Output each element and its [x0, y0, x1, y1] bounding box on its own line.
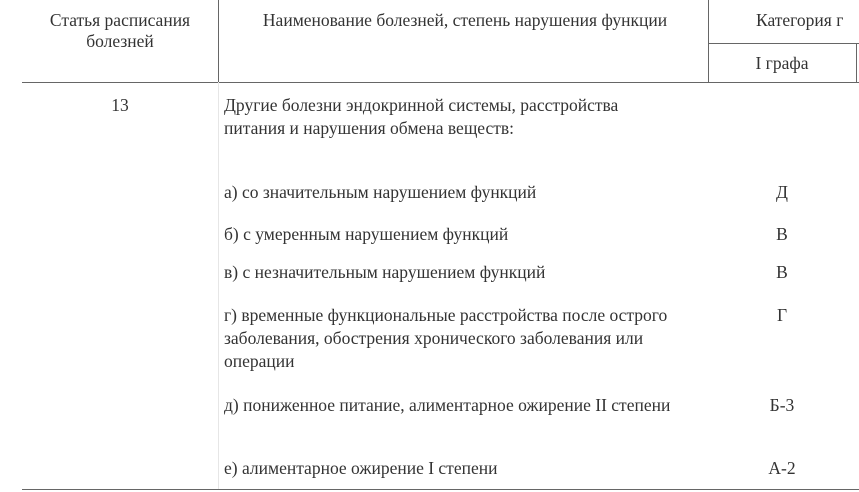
divider-table-bottom: [22, 489, 859, 490]
row-c-name: в) с незначительным нарушением функций: [224, 262, 546, 282]
header-article: Статья расписания болезней: [49, 10, 191, 51]
row-a-name: а) со значительным нарушением функций: [224, 182, 537, 202]
row-a-category: Д: [776, 182, 788, 202]
divider-header-bottom: [22, 82, 859, 83]
header-name: Наименование болезней, степень нарушения функции: [262, 10, 668, 30]
row-c-category: В: [776, 262, 788, 282]
row-e-category: Б-3: [769, 395, 795, 415]
row-b-name: б) с умеренным нарушением функций: [224, 224, 509, 244]
divider-col-2: [708, 0, 709, 82]
row-f-category: А-2: [768, 458, 796, 478]
header-category: Категория г: [756, 10, 844, 30]
row-e-name: д) пониженное питание, алиментарное ожирение II степени: [224, 395, 671, 415]
row-f-name: е) алиментарное ожирение I степени: [224, 458, 498, 478]
article-number: 13: [111, 95, 129, 115]
row-d-category: Г: [776, 305, 788, 325]
divider-col-1: [218, 0, 219, 82]
row-d-name: г) временные функциональные расстройства после острого заболевания, обострения хронического заболевания или операции: [224, 305, 668, 371]
divider-category-sub: [708, 43, 859, 44]
divider-body-col-1: [218, 82, 219, 489]
row-b-category: В: [776, 224, 788, 244]
divider-col-3: [856, 44, 857, 82]
article-title: Другие болезни эндокринной системы, расстройства питания и нарушения обмена веществ:: [224, 95, 619, 138]
header-graph-1: I графа: [755, 53, 809, 73]
